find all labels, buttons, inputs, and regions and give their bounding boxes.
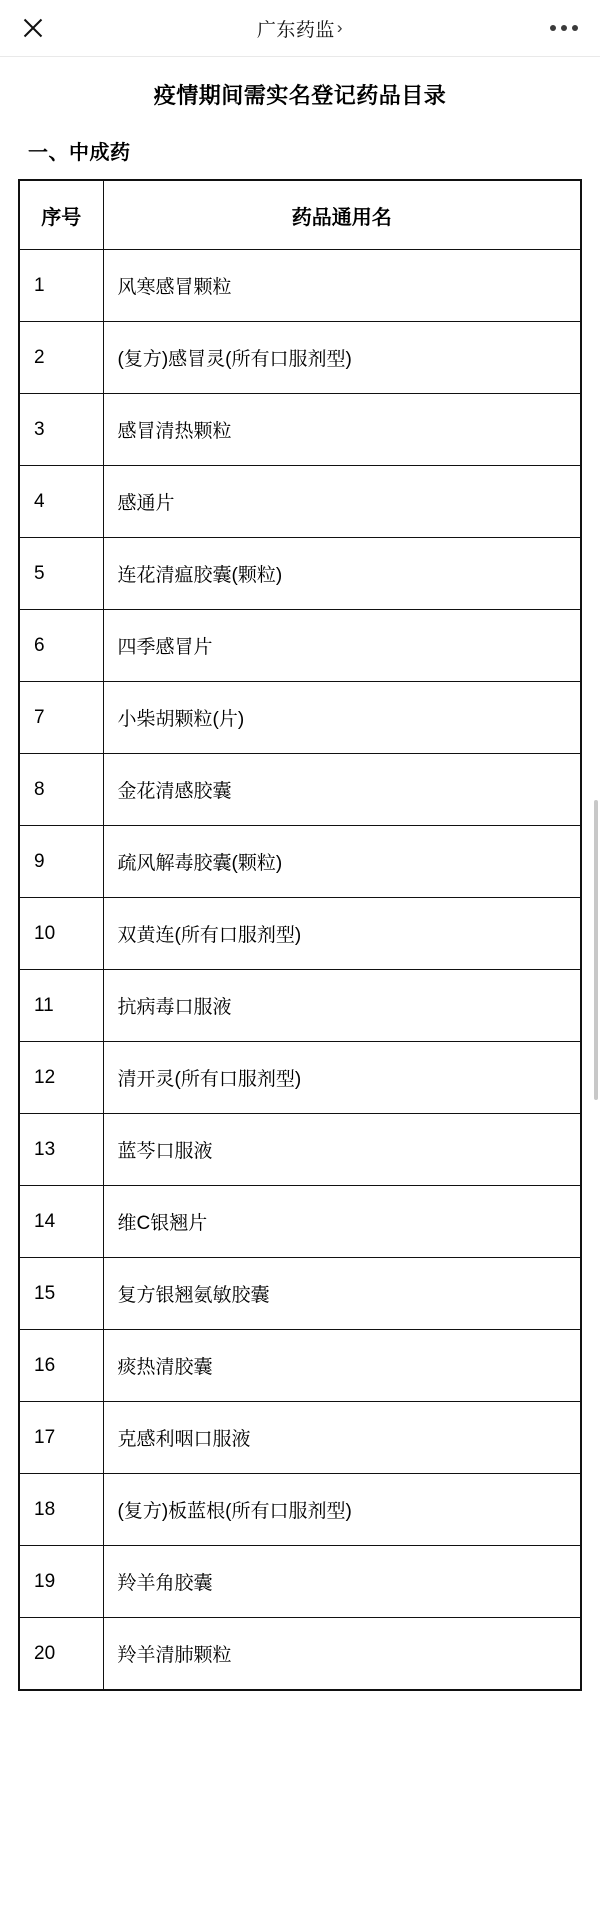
account-name-label: 广东药监 — [256, 19, 335, 41]
cell-index: 20 — [19, 1618, 103, 1691]
top-navigation-bar — [0, 0, 600, 56]
close-icon[interactable] — [20, 15, 46, 41]
navbar-divider — [0, 56, 600, 57]
cell-index: 12 — [19, 1042, 103, 1114]
cell-index: 15 — [19, 1258, 103, 1330]
table-row — [19, 1114, 581, 1186]
cell-drug-name: 风寒感冒颗粒 — [103, 250, 581, 322]
chevron-right-icon: › — [336, 18, 344, 37]
scrollbar[interactable] — [594, 800, 598, 1100]
table-row — [19, 1042, 581, 1114]
cell-drug-name: 羚羊角胶囊 — [103, 1546, 581, 1618]
column-header-index: 序号 — [19, 180, 103, 250]
table-row — [19, 394, 581, 466]
table-row — [19, 610, 581, 682]
document-title: 疫情期间需实名登记药品目录 — [153, 83, 447, 108]
cell-drug-name: 小柴胡颗粒(片) — [103, 682, 581, 754]
table-row — [19, 826, 581, 898]
table-row — [19, 250, 581, 322]
more-dot — [572, 25, 578, 31]
cell-index: 7 — [19, 682, 103, 754]
cell-drug-name: 蓝芩口服液 — [103, 1114, 581, 1186]
cell-drug-name: 感通片 — [103, 466, 581, 538]
cell-index: 6 — [19, 610, 103, 682]
cell-index: 1 — [19, 250, 103, 322]
cell-drug-name: 感冒清热颗粒 — [103, 394, 581, 466]
cell-drug-name: 金花清感胶囊 — [103, 754, 581, 826]
table-row — [19, 1618, 581, 1691]
cell-drug-name: 双黄连(所有口服剂型) — [103, 898, 581, 970]
cell-drug-name: 羚羊清肺颗粒 — [103, 1618, 581, 1691]
drug-list-table — [18, 179, 582, 1691]
table-row — [19, 1258, 581, 1330]
cell-drug-name: 抗病毒口服液 — [103, 970, 581, 1042]
cell-index: 4 — [19, 466, 103, 538]
cell-drug-name: (复方)板蓝根(所有口服剂型) — [103, 1474, 581, 1546]
more-options-icon[interactable] — [550, 25, 578, 31]
cell-index: 13 — [19, 1114, 103, 1186]
cell-index: 5 — [19, 538, 103, 610]
table-row — [19, 970, 581, 1042]
cell-drug-name: 清开灵(所有口服剂型) — [103, 1042, 581, 1114]
cell-index: 18 — [19, 1474, 103, 1546]
table-row — [19, 898, 581, 970]
table-row — [19, 1330, 581, 1402]
table-row — [19, 322, 581, 394]
table-row — [19, 1186, 581, 1258]
more-dot — [561, 25, 567, 31]
table-row — [19, 682, 581, 754]
cell-index: 16 — [19, 1330, 103, 1402]
cell-drug-name: 克感利咽口服液 — [103, 1402, 581, 1474]
cell-index: 9 — [19, 826, 103, 898]
cell-index: 14 — [19, 1186, 103, 1258]
cell-drug-name: 维C银翘片 — [103, 1186, 581, 1258]
page-title[interactable] — [257, 15, 343, 42]
column-header-name: 药品通用名 — [103, 180, 581, 250]
cell-drug-name: 疏风解毒胶囊(颗粒) — [103, 826, 581, 898]
cell-drug-name: 复方银翘氨敏胶囊 — [103, 1258, 581, 1330]
section-heading: 一、中成药 — [28, 142, 131, 164]
article-body — [0, 79, 600, 1691]
cell-drug-name: 痰热清胶囊 — [103, 1330, 581, 1402]
cell-drug-name: 四季感冒片 — [103, 610, 581, 682]
cell-index: 3 — [19, 394, 103, 466]
cell-index: 10 — [19, 898, 103, 970]
table-row — [19, 1402, 581, 1474]
more-dot — [550, 25, 556, 31]
cell-index: 2 — [19, 322, 103, 394]
table-row — [19, 538, 581, 610]
cell-index: 11 — [19, 970, 103, 1042]
cell-index: 17 — [19, 1402, 103, 1474]
cell-index: 19 — [19, 1546, 103, 1618]
cell-drug-name: 连花清瘟胶囊(颗粒) — [103, 538, 581, 610]
table-row — [19, 754, 581, 826]
table-row — [19, 466, 581, 538]
cell-drug-name: (复方)感冒灵(所有口服剂型) — [103, 322, 581, 394]
table-row — [19, 1546, 581, 1618]
table-header-row — [19, 180, 581, 250]
cell-index: 8 — [19, 754, 103, 826]
table-row — [19, 1474, 581, 1546]
